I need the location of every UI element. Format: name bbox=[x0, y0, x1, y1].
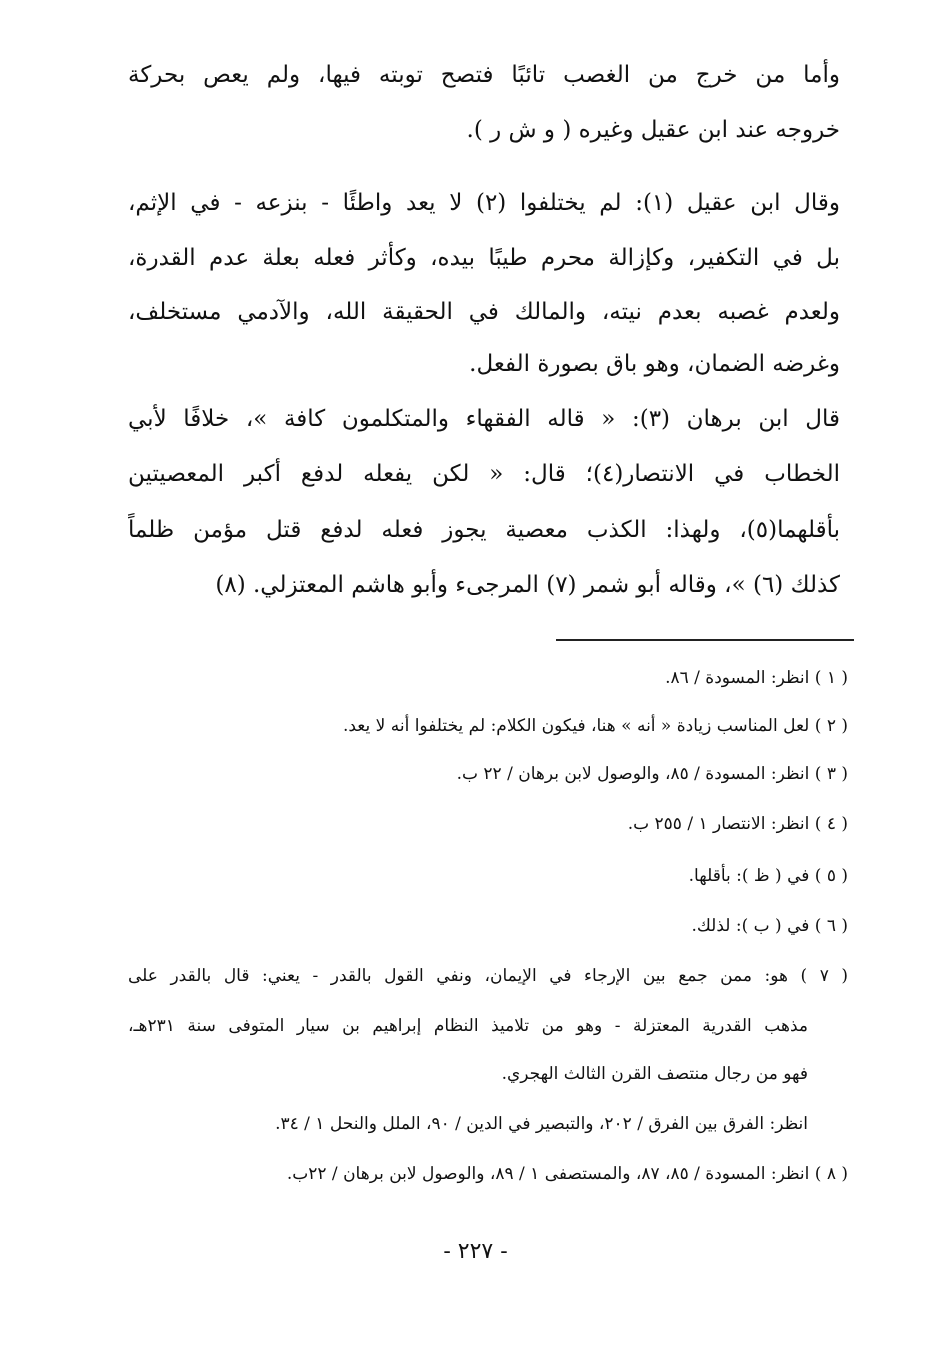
text-line: بل في التكفير، وكإزالة محرم طيبًا بيده، وكأثر فعله بعلة عدم القدرة، bbox=[128, 245, 840, 271]
footnote: ( ٢ ) لعل المناسب زيادة « أنه » هنا، فيكون الكلام: لم يختلفوا أنه لا يعد. bbox=[342, 716, 848, 736]
footnote-continuation: فهو من رجال منتصف القرن الثالث الهجري. bbox=[501, 1064, 808, 1084]
footnote-continuation: انظر: الفرق بين الفرق / ٢٠٢، والتبصير في الدين / ٩٠، الملل والنحل ١ / ٣٤. bbox=[275, 1114, 808, 1134]
text-line: خروجه عند ابن عقيل وغيره ( و ش ر ). bbox=[466, 117, 840, 143]
footnote: ( ٤ ) انظر: الانتصار ١ / ٢٥٥ ب. bbox=[627, 814, 848, 834]
footnote: ( ٧ ) هو: ممن جمع بين الإرجاء في الإيمان، ونفي القول بالقدر - يعني: قال بالقدر على bbox=[128, 966, 848, 986]
text-line: الخطاب في الانتصار(٤)؛ قال: « لكن يفعله لدفع أكبر المعصيتين bbox=[128, 461, 840, 487]
text-line: بأقلهما(٥)، ولهذا: الكذب معصية يجوز فعله لدفع قتل مؤمن ظلماً bbox=[128, 517, 840, 543]
footnote: ( ٦ ) في ( ب ): لذلك. bbox=[691, 916, 848, 936]
text-line: قال ابن برهان (٣): « قاله الفقهاء والمتكلمون كافة »، خلافًا لأبي bbox=[128, 406, 840, 432]
text-line: ولعدم غصبه بعدم نيته، والمالك في الحقيقة الله، والآدمي مستخلف، bbox=[128, 299, 840, 325]
page-number: - ٢٢٧ - bbox=[443, 1239, 508, 1264]
text-line: وأما من خرج من الغصب تائبًا فتصح توبته فيها، ولم يعص بحركة bbox=[128, 62, 840, 88]
footnote: ( ٨ ) انظر: المسودة / ٨٥، ٨٧، والمستصفى ١ / ٨٩، والوصول لابن برهان / ٢٢ب. bbox=[286, 1164, 848, 1184]
footnote-continuation: مذهب القدرية المعتزلة - وهو من تلاميذ النظام إبراهيم بن سيار المتوفى سنة ٢٣١هـ، bbox=[128, 1016, 808, 1036]
footnote: ( ٣ ) انظر: المسودة / ٨٥، والوصول لابن برهان / ٢٢ ب. bbox=[456, 764, 848, 784]
footnote: ( ٥ ) في ( ظ ): بأقلها. bbox=[688, 866, 848, 886]
footnote-divider bbox=[556, 639, 854, 641]
text-line: وغرضه الضمان، وهو باق بصورة الفعل. bbox=[469, 351, 840, 377]
text-line: وقال ابن عقيل (١): لم يختلفوا (٢) لا يعد واطئًا - بنزعه - في الإثم، bbox=[128, 190, 840, 216]
text-line: كذلك (٦) »، وقاله أبو شمر (٧) المرجىء وأبو هاشم المعتزلي. (٨) bbox=[215, 572, 840, 598]
footnote: ( ١ ) انظر: المسودة / ٨٦. bbox=[665, 668, 848, 688]
